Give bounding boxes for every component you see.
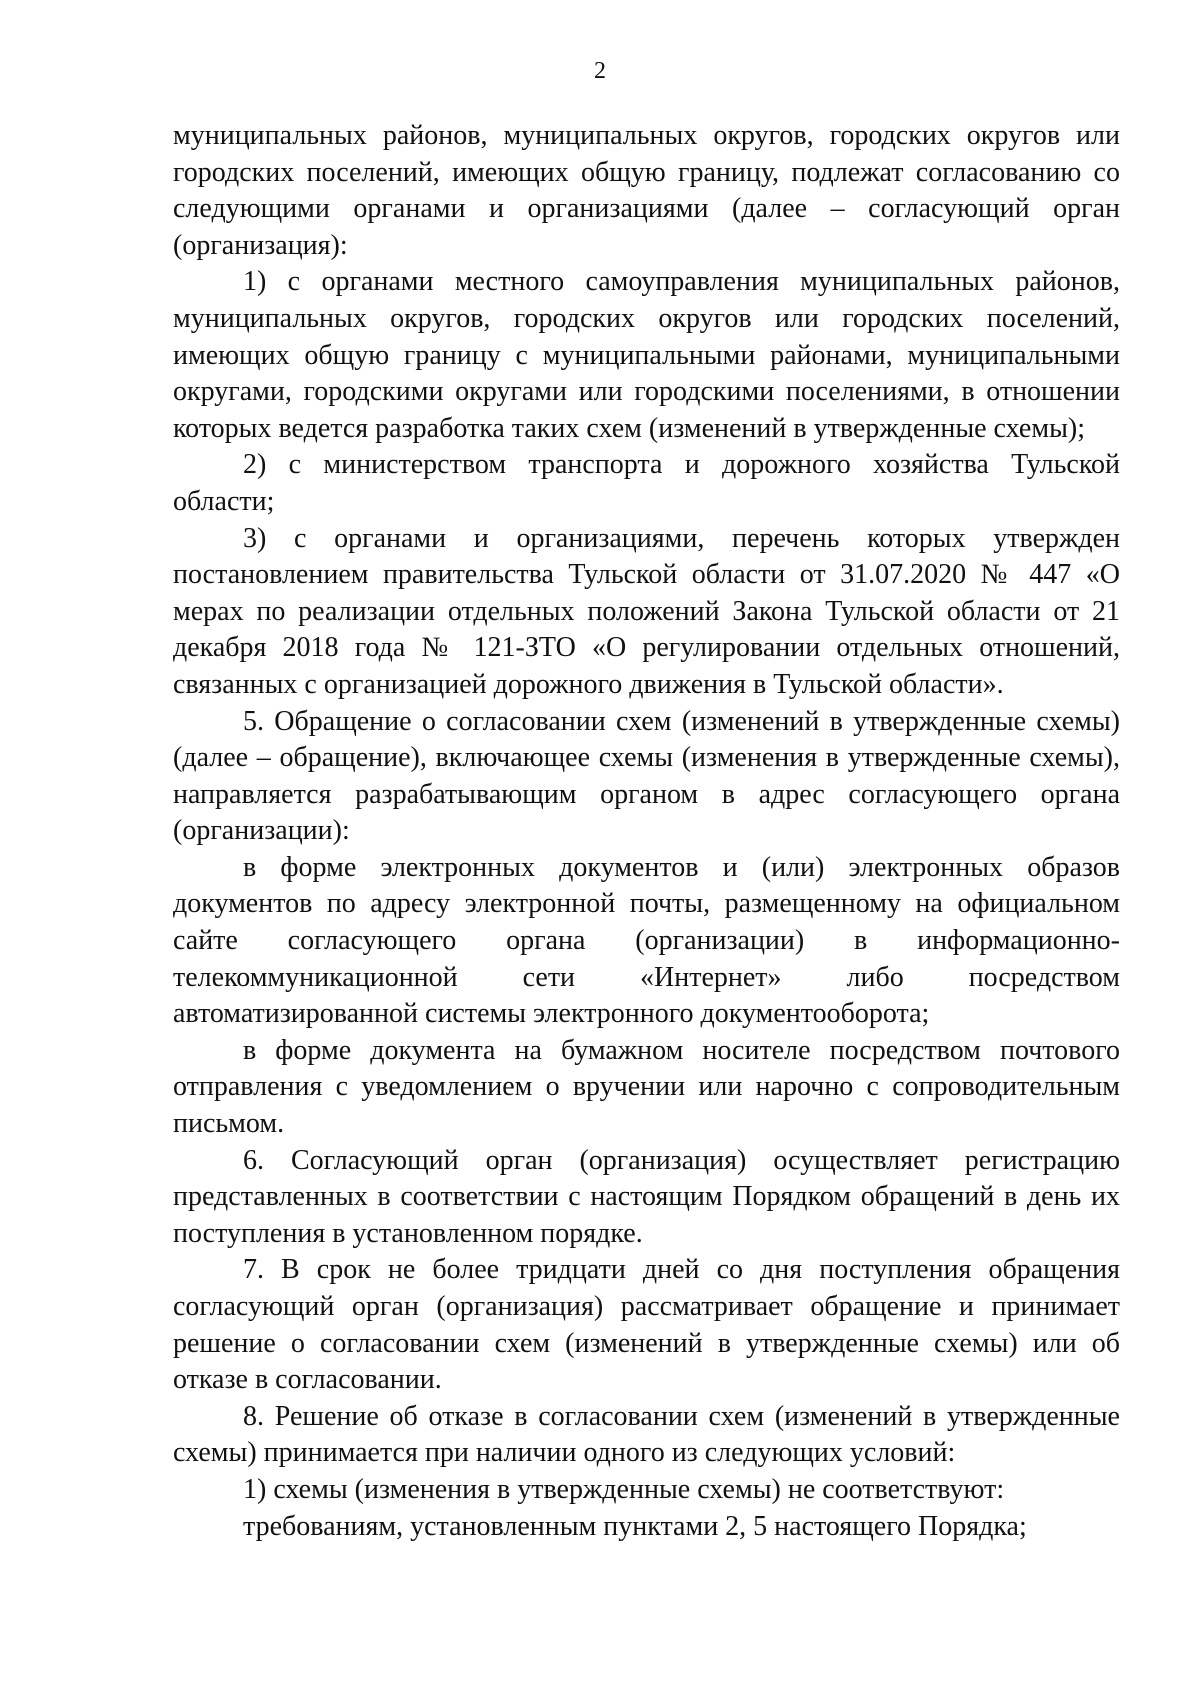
paragraph: 5. Обращение о согласовании схем (изменений в утвержденные схемы) (далее – обращение), включающее схемы (изменения в утвержденные схемы), направляется разрабатывающим органом в адрес согласующего органа (организации):: [173, 705, 1120, 847]
paragraph: 8. Решение об отказе в согласовании схем (изменений в утвержденные схемы) принимается при наличии одного из следующих условий:: [173, 1400, 1120, 1469]
paragraph: 1) схемы (изменения в утвержденные схемы) не соответствуют:: [243, 1473, 1005, 1505]
paragraph: 2) с министерством транспорта и дорожного хозяйства Тульской области;: [173, 449, 1120, 517]
paragraph: в форме документа на бумажном носителе посредством почтового отправления с уведомлением о вручении или нарочно с сопроводительным письмом.: [173, 1034, 1120, 1140]
paragraph: в форме электронных документов и (или) электронных образов документов по адресу электронной почты, размещенному на официальном сайте согласующего органа (организации) в информационно-телекоммуникационной сети «Интернет» либо посредством автоматизированной системы электронного документооборота;: [173, 851, 1120, 1030]
paragraph: требованиям, установленным пунктами 2, 5 настоящего Порядка;: [243, 1510, 1027, 1542]
page-number: 2: [594, 58, 606, 84]
paragraph: 1) с органами местного самоуправления муниципальных районов, муниципальных округов, городских округов или городских поселений, имеющих общую границу с муниципальными районами, муниципальными округами, городскими округами или городскими поселениями, в отношении которых ведется разработка таких схем (изменений в утвержденные схемы);: [173, 266, 1120, 444]
paragraph: 3) с органами и организациями, перечень которых утвержден постановлением правительства Тульской области от 31.07.2020 № 447 «О мерах по реализации отдельных положений Закона Тульской области от 21 декабря 2018 года № 121-ЗТО «О регулировании отдельных отношений, связанных с организацией дорожного движения в Тульской области».: [173, 522, 1120, 700]
paragraph: 6. Согласующий орган (организация) осуществляет регистрацию представленных в соответствии с настоящим Порядком обращений в день их поступления в установленном порядке.: [173, 1144, 1120, 1249]
paragraph: муниципальных районов, муниципальных округов, городских округов или городских поселений, имеющих общую границу, подлежат согласованию со следующими органами и организациями (далее – согласующий орган (организация):: [173, 120, 1120, 261]
paragraph: 7. В срок не более тридцати дней со дня поступления обращения согласующий орган (организация) рассматривает обращение и принимает решение о согласовании схем (изменений в утвержденные схемы) или об отказе в согласовании.: [173, 1254, 1120, 1396]
document-body: [173, 118, 1120, 1545]
